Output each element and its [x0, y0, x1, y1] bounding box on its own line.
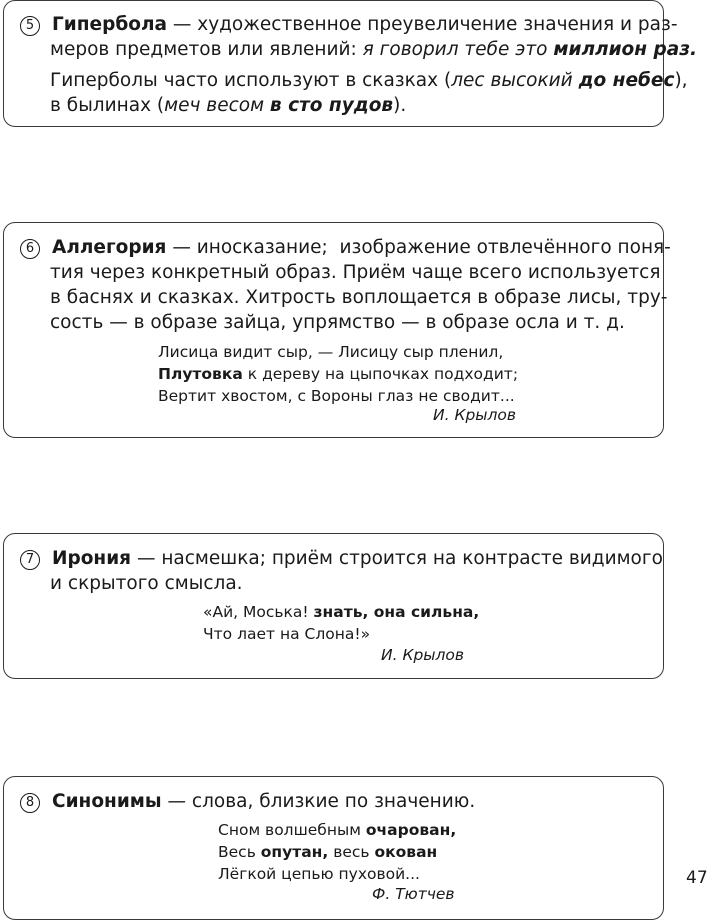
- card-allegory: [3, 222, 671, 438]
- term-title: Синонимы: [52, 791, 162, 812]
- card-hyperbole: [3, 0, 697, 127]
- poem-line-2: Весь опутан, весь окован: [218, 843, 438, 861]
- card-irony: [3, 533, 664, 679]
- definition-line-1: Ирония — насмешка; приём строится на контрасте видимого: [52, 548, 663, 569]
- card-synonyms: [3, 776, 664, 920]
- item-number: 6: [20, 239, 40, 259]
- definition-line-4: сость — в образе зайца, упрямство — в образе осла и т. д.: [50, 312, 625, 333]
- poem-line-1: «Ай, Моська! знать, она сильна,: [203, 603, 480, 621]
- definition-line-1: Аллегория — иносказание; изображение отвлечённого поня-: [52, 237, 671, 258]
- poem-author: И. Крылов: [381, 646, 465, 664]
- term-title: Аллегория: [52, 237, 167, 258]
- definition-line-2: меров предметов или явлений: я говорил тебе это миллион раз.: [50, 39, 697, 60]
- poem-line-2: Плутовка к дереву на цыпочках подходит;: [158, 365, 519, 383]
- poem-author: Ф. Тютчев: [372, 885, 455, 903]
- definition-line-2: и скрытого смысла.: [50, 573, 243, 594]
- definition-line-3: в баснях и сказках. Хитрость воплощается в образе лисы, тру-: [50, 287, 668, 308]
- poem-author: И. Крылов: [433, 406, 517, 424]
- poem-line-2: Что лает на Слона!»: [203, 625, 371, 643]
- page-number: 47: [686, 868, 708, 888]
- definition-line-2: тия через конкретный образ. Приём чаще всего используется: [50, 262, 661, 283]
- definition-line-4: в былинах (меч весом в сто пудов).: [50, 95, 407, 116]
- definition-line-1: Синонимы — слова, близкие по значению.: [52, 791, 476, 812]
- item-number: 5: [20, 16, 40, 36]
- item-number: 8: [20, 793, 40, 813]
- definition-line-3: Гиперболы часто используют в сказках (лес высокий до небес),: [50, 70, 688, 91]
- poem-line-3: Лёгкой цепью пуховой...: [218, 865, 420, 883]
- poem-line-3: Вертит хвостом, с Вороны глаз не сводит...: [158, 387, 515, 405]
- item-number: 7: [20, 550, 40, 570]
- poem-line-1: Лисица видит сыр, — Лисицу сыр пленил,: [158, 343, 504, 361]
- term-title: Ирония: [52, 548, 132, 569]
- poem-line-1: Сном волшебным очарован,: [218, 821, 457, 839]
- term-title: Гипербола: [52, 14, 167, 35]
- definition-line-1: Гипербола — художественное преувеличение значения и раз-: [52, 14, 678, 35]
